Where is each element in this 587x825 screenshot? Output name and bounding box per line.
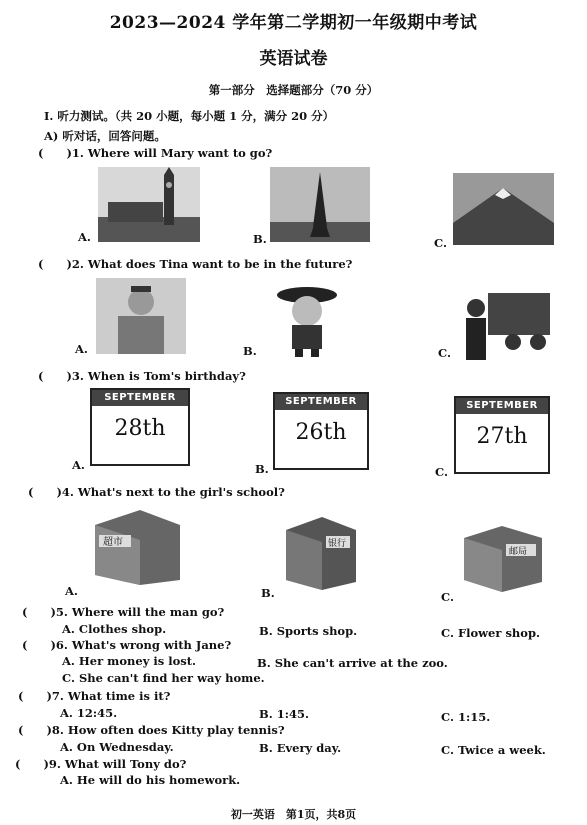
q1-option-a: A. [78, 230, 91, 244]
q8-option-b: B. Every day. [259, 741, 342, 755]
question-5: ( )5. Where will the man go? [22, 605, 225, 619]
post-office-building [462, 522, 544, 592]
page-footer: 初一英语 第1页，共8页 [230, 808, 357, 821]
q6-option-c: C. She can't find her way home. [62, 671, 265, 685]
calendar-month: SEPTEMBER [275, 394, 367, 410]
question-6: ( )6. What's wrong with Jane? [22, 638, 232, 652]
calendar-a [90, 388, 190, 466]
police-officer-cartoon [262, 285, 352, 357]
bank-building [282, 512, 358, 590]
question-4: ( )4. What's next to the girl's school? [28, 485, 285, 499]
question-8: ( )8. How often does Kitty play tennis? [18, 723, 285, 737]
calendar-c [454, 396, 550, 474]
calendar-b [273, 392, 369, 470]
calendar-month: SEPTEMBER [456, 398, 548, 414]
eiffel-tower-photo [270, 167, 370, 242]
calendar-month: SEPTEMBER [92, 390, 188, 406]
exam-title: 2023—2024 学年第二学期初一年级期中考试 [109, 13, 478, 33]
bank-sign: 银行 [328, 539, 347, 549]
q5-option-a: A. Clothes shop. [62, 622, 167, 636]
q6-option-a: A. Her money is lost. [62, 654, 197, 668]
q2-option-a: A. [75, 342, 88, 356]
q2-option-c: C. [438, 346, 451, 360]
big-ben-photo [98, 167, 200, 242]
q4-option-c: C. [441, 590, 454, 604]
q4-option-a: A. [65, 584, 78, 598]
q7-option-c: C. 1:15. [441, 710, 491, 724]
nurse-photo [96, 278, 186, 354]
q9-option-a: A. He will do his homework. [60, 773, 241, 787]
q8-option-a: A. On Wednesday. [60, 740, 174, 754]
part-heading: 第一部分 选择题部分（70 分） [208, 83, 379, 97]
exam-subtitle: 英语试卷 [259, 49, 328, 69]
calendar-day: 28th [114, 416, 166, 441]
q1-option-c: C. [434, 236, 447, 250]
section-subheading: A) 听对话，回答问题。 [44, 129, 166, 143]
q6-option-b: B. She can't arrive at the zoo. [257, 656, 448, 670]
question-7: ( )7. What time is it? [18, 689, 171, 703]
q5-option-c: C. Flower shop. [441, 626, 540, 640]
section-heading: I. 听力测试。（共 20 小题，每小题 1 分，满分 20 分） [44, 109, 335, 123]
q2-option-b: B. [243, 344, 257, 358]
question-2: ( )2. What does Tina want to be in the future? [38, 257, 353, 271]
supermarket-sign: 超市 [103, 537, 123, 548]
q3-option-c: C. [435, 465, 448, 479]
q7-option-a: A. 12:45. [60, 706, 118, 720]
calendar-day: 26th [295, 420, 347, 445]
question-1: ( )1. Where will Mary want to go? [38, 146, 273, 160]
supermarket-building [85, 505, 183, 585]
question-3: ( )3. When is Tom's birthday? [38, 369, 246, 383]
q1-option-b: B. [253, 232, 267, 246]
q7-option-b: B. 1:45. [259, 707, 309, 721]
calendar-day: 27th [476, 424, 528, 449]
mount-fuji-photo [453, 173, 554, 245]
teacher-photo [458, 290, 554, 360]
q4-option-b: B. [261, 586, 275, 600]
q3-option-a: A. [72, 458, 85, 472]
q5-option-b: B. Sports shop. [259, 624, 358, 638]
q8-option-c: C. Twice a week. [441, 743, 546, 757]
question-9: ( )9. What will Tony do? [15, 757, 187, 771]
post-office-sign: 邮局 [509, 547, 528, 557]
q3-option-b: B. [255, 462, 269, 476]
